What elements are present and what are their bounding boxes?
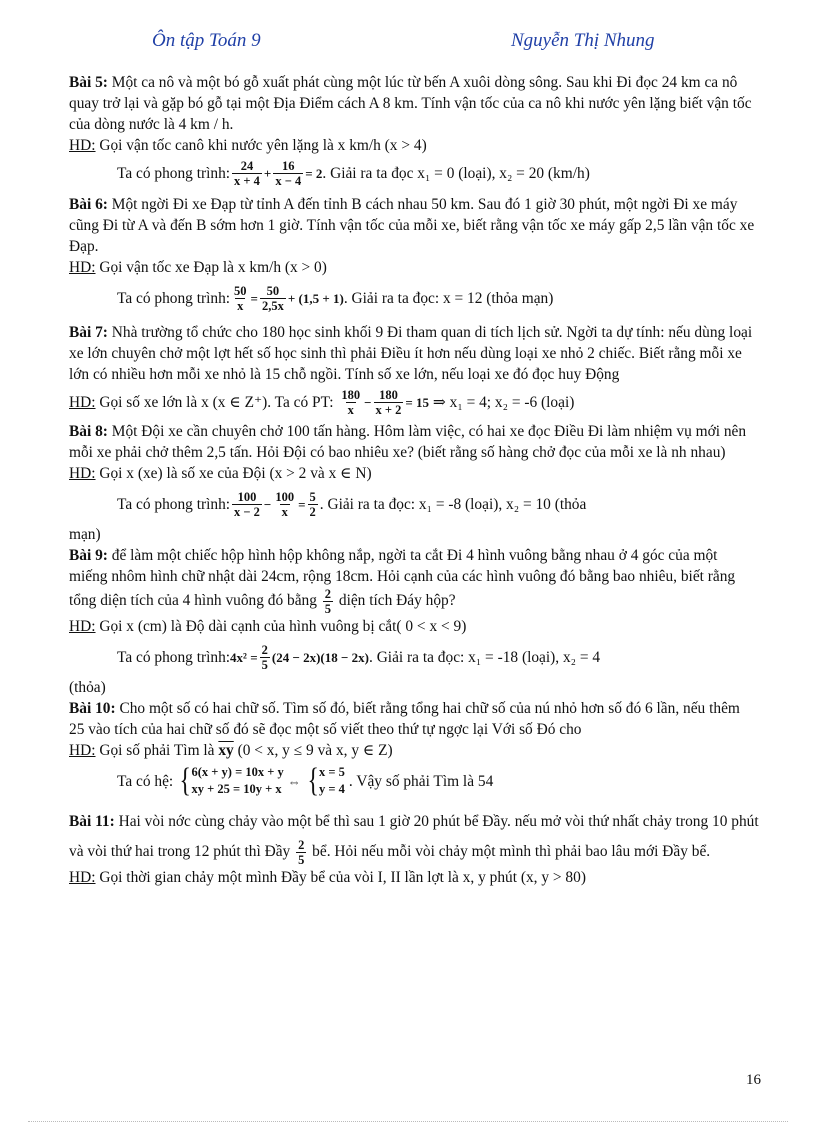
system-row: xy + 25 = 10y + x — [191, 782, 282, 796]
hint-label: HD: — [69, 869, 96, 886]
equation-8-continuation: mạn) — [69, 526, 101, 543]
fraction-denominator: 2,5x — [261, 298, 284, 313]
fraction-numerator: 180 — [379, 387, 398, 402]
fraction-denominator: 5 — [261, 657, 268, 672]
equation-rhs: = 15 — [405, 394, 430, 410]
equation-rhs: = 2 — [305, 165, 323, 181]
fraction-numerator: 100 — [275, 489, 295, 504]
equation-5-result: . Giải ra ta đọc x₁ = 0 (loại), x₂ = 20 (km/h) — [322, 164, 590, 182]
hint-10 — [69, 740, 759, 761]
equation-9 — [69, 637, 759, 677]
equation-5-prefix: Ta có phong trình: — [117, 164, 231, 182]
hint-6-text: Gọi vận tốc xe Đạp là x km/h (x > 0) — [95, 259, 327, 276]
fraction-numerator: 2 — [324, 587, 332, 601]
problem-9 — [69, 545, 759, 616]
fraction — [232, 284, 249, 313]
fraction-denominator: 5 — [298, 852, 305, 867]
fraction-denominator: x + 4 — [234, 173, 260, 188]
equation-7-result: x₁ = 4; x₂ = -6 (loại) — [449, 393, 575, 411]
fraction-denominator: 2 — [309, 504, 316, 519]
problem-7-text: Nhà trường tổ chức cho 180 học sinh khối 9 Đi tham quan di tích lịch sử. Ngời ta dự tính: nếu dùng loại xe lớn chuyên chở một lợt hết số học sinh thì phải Điều ít hơn nếu dùng loại xe nhỏ 2 chiếc. Biết rằng mỗi xe lớn có nhiều hơn mỗi xe nhỏ là 15 chỗ ngồi. Tính số xe lớn, nếu loại xe đó đọc huy Động — [69, 324, 753, 383]
hint-7 — [69, 385, 759, 419]
problem-7 — [69, 322, 759, 385]
page-number: 16 — [746, 1072, 761, 1088]
problem-8-title: Bài 8: — [69, 423, 108, 440]
hint-label: HD: — [69, 465, 96, 482]
equation-8-result: . Giải ra ta đọc: x₁ = -8 (loại), x₂ = 10 (thỏa — [319, 495, 587, 513]
equation-rhs: (24 − 2x)(18 − 2x) — [271, 649, 369, 665]
fraction-denominator: x − 4 — [275, 173, 302, 188]
hint-10-text: Gọi số phải Tìm là — [95, 742, 219, 759]
problem-6 — [69, 194, 759, 257]
overlined-number: $\overline{xy}$ — [218, 742, 234, 759]
plus-sign: + — [263, 165, 272, 181]
equivalence-sign: ⇔ — [287, 773, 301, 789]
problem-5-text: Một ca nô và một bó gỗ xuất phát cùng một lúc từ bến A xuôi dòng sông. Sau khi Đi đọc 24 km ca nô quay trở lại và gặp bó gỗ tại một Địa Điểm cách A 8 km. Tính vận tốc của ca nô khi nước yên lặng biết vận tốc của dòng nước là 4 km / h. — [69, 74, 752, 133]
hint-label: HD: — [69, 742, 96, 759]
equation-10 — [69, 761, 759, 801]
hint-9-text: Gọi x (cm) là Độ dài cạnh của hình vuông bị cắt( 0 < x < 9) — [95, 618, 467, 635]
problem-9-text: để làm một chiếc hộp hình hộp không nắp, ngời ta cắt Đi 4 hình vuông bằng nhau ở 4 góc của một miếng nhôm hình chữ nhật dài 24cm, rộng 18cm. Hỏi cạnh của các hình vuông đó bằng bao nhiêu, biết rằng tổng diện tích của 4 hình vuông đó bằng — [69, 547, 736, 610]
fraction — [323, 587, 333, 616]
fraction-numerator: 16 — [282, 158, 295, 173]
equation-system — [305, 764, 345, 798]
hint-label: HD: — [69, 618, 96, 635]
document-body — [69, 72, 759, 888]
fraction-numerator: 5 — [309, 489, 316, 504]
header-title: Ôn tập Toán 9 — [152, 30, 261, 51]
problem-9-text-end: diện tích Đáy hộp? — [335, 592, 456, 610]
system-row: x = 5 — [319, 765, 345, 779]
equation-lhs: 4x² = — [230, 649, 258, 665]
fraction — [296, 838, 306, 867]
fraction-denominator: x + 2 — [375, 402, 402, 417]
problem-10-text: Cho một số có hai chữ số. Tìm số đó, biết rằng tổng hai chữ số của nú nhỏ hơn số đó 6 lần, nếu thêm 25 vào tích của hai chữ số đó sẽ đọc một số viết theo thứ tự ngợc lại Với số Đó cho — [69, 700, 740, 738]
problem-11-title: Bài 11: — [69, 813, 115, 830]
problem-7-title: Bài 7: — [69, 324, 108, 341]
equation-8 — [69, 484, 759, 524]
equation-6 — [69, 278, 759, 318]
fraction — [273, 490, 296, 519]
fraction-denominator: x — [281, 504, 288, 519]
equals-sign: = — [298, 496, 306, 512]
hint-8 — [69, 463, 759, 484]
problem-5 — [69, 72, 759, 135]
footer-divider — [28, 1121, 788, 1122]
fraction-numerator: 180 — [341, 387, 361, 402]
fraction — [308, 490, 318, 519]
fraction — [374, 388, 404, 417]
fraction — [232, 159, 262, 188]
equation-9-continuation: (thỏa) — [69, 679, 106, 696]
system-row: 6(x + y) = 10x + y — [191, 765, 284, 779]
hint-11-text: Gọi thời gian chảy một mình Đầy bể của vòi I, II lần lợt là x, y phút (x, y > 80) — [95, 869, 586, 886]
problem-11-text: Hai vòi nớc cùng chảy vào một bể thì sau 1 giờ 20 phút bể Đầy. nếu mở vòi thứ nhất chảy trong 10 phút và vòi thứ hai trong 12 phút thì Đầy — [69, 813, 759, 860]
equation-10-prefix: Ta có hệ: — [117, 772, 174, 790]
problem-11-text-end: bể. Hỏi nếu mỗi vòi chảy một mình thì phải bao lâu mới Đầy bể. — [308, 843, 711, 860]
fraction-numerator: 50 — [234, 283, 247, 298]
problem-5-title: Bài 5: — [69, 74, 108, 91]
hint-11 — [69, 867, 759, 888]
hint-7-text: Gọi số xe lớn là x (x ∈ Z⁺). Ta có PT: — [95, 393, 338, 411]
equation-8-prefix: Ta có phong trình: — [117, 495, 231, 513]
hint-5-text: Gọi vận tốc canô khi nước yên lặng là x km/h (x > 4) — [95, 137, 427, 154]
equation-9-result: . Giải ra ta đọc: x₁ = -18 (loại), x₂ = 4 — [369, 648, 601, 666]
equation-5 — [69, 156, 759, 190]
hint-10-condition: (0 < x, y ≤ 9 và x, y ∈ Z) — [233, 742, 393, 759]
brace-icon: { — [179, 762, 192, 799]
hint-9 — [69, 616, 759, 637]
fraction — [232, 490, 262, 519]
equation-system — [177, 764, 284, 798]
fraction-numerator: 2 — [298, 837, 305, 852]
problem-6-text: Một ngời Đi xe Đạp từ tỉnh A đến tỉnh B cách nhau 50 km. Sau đó 1 giờ 30 phút, một ngời Đi xe máy cũng Đi từ A và đến B sớm hơn 1 giờ. Tính vận tốc của mỗi xe, biết rằng vận tốc xe máy gấp 2,5 lần vận tốc xe Đạp. — [69, 196, 755, 255]
fraction-numerator: 100 — [237, 489, 257, 504]
minus-sign: − — [364, 394, 372, 410]
equation-10-result: . Vậy số phải Tìm là 54 — [348, 772, 494, 790]
system-rows — [192, 764, 284, 798]
problem-11 — [69, 807, 759, 867]
header-author: Nguyễn Thị Nhung — [511, 30, 655, 51]
fraction-denominator: x — [237, 298, 244, 313]
hint-8-text: Gọi x (xe) là số xe của Đội (x > 2 và x ∈ N) — [95, 465, 372, 482]
fraction-denominator: 5 — [324, 602, 332, 616]
hint-6 — [69, 257, 759, 278]
brace-icon: { — [307, 762, 319, 799]
equation-9-prefix: Ta có phong trình: — [117, 648, 231, 666]
system-rows — [319, 764, 345, 798]
minus-sign: − — [263, 496, 272, 512]
hint-5 — [69, 135, 759, 156]
fraction — [260, 643, 270, 672]
fraction — [339, 388, 362, 417]
implies-arrow: ⇒ — [429, 393, 450, 411]
fraction-numerator: 2 — [261, 642, 268, 657]
problem-10 — [69, 698, 759, 740]
equation-6-result: . Giải ra ta đọc: x = 12 (thỏa mạn) — [343, 289, 554, 307]
fraction-denominator: x − 2 — [234, 504, 260, 519]
fraction — [273, 159, 303, 188]
equals-sign: = — [250, 290, 258, 306]
fraction-denominator: x — [347, 402, 354, 417]
hint-label: HD: — [69, 393, 96, 411]
system-row: y = 4 — [319, 782, 345, 796]
problem-10-title: Bài 10: — [69, 700, 116, 717]
equation-rhs: + (1,5 + 1) — [287, 290, 344, 306]
problem-8-text: Một Đội xe cần chuyên chở 100 tấn hàng. Hôm làm việc, có hai xe đọc Điều Đi làm nhiệm vụ mới nên mỗi xe phải chở thêm 2,5 tấn. Hỏi Đội có bao nhiêu xe? (biết rằng số hàng chở đọc của mỗi xe là nh nhau) — [69, 423, 747, 461]
problem-9-title: Bài 9: — [69, 547, 108, 564]
problem-8 — [69, 421, 759, 463]
page-header — [0, 30, 816, 56]
hint-label: HD: — [69, 137, 96, 154]
fraction — [260, 284, 286, 313]
fraction-numerator: 50 — [266, 283, 280, 298]
fraction-numerator: 24 — [240, 158, 254, 173]
hint-label: HD: — [69, 259, 96, 276]
equation-6-prefix: Ta có phong trình: — [117, 289, 231, 307]
problem-6-title: Bài 6: — [69, 196, 108, 213]
